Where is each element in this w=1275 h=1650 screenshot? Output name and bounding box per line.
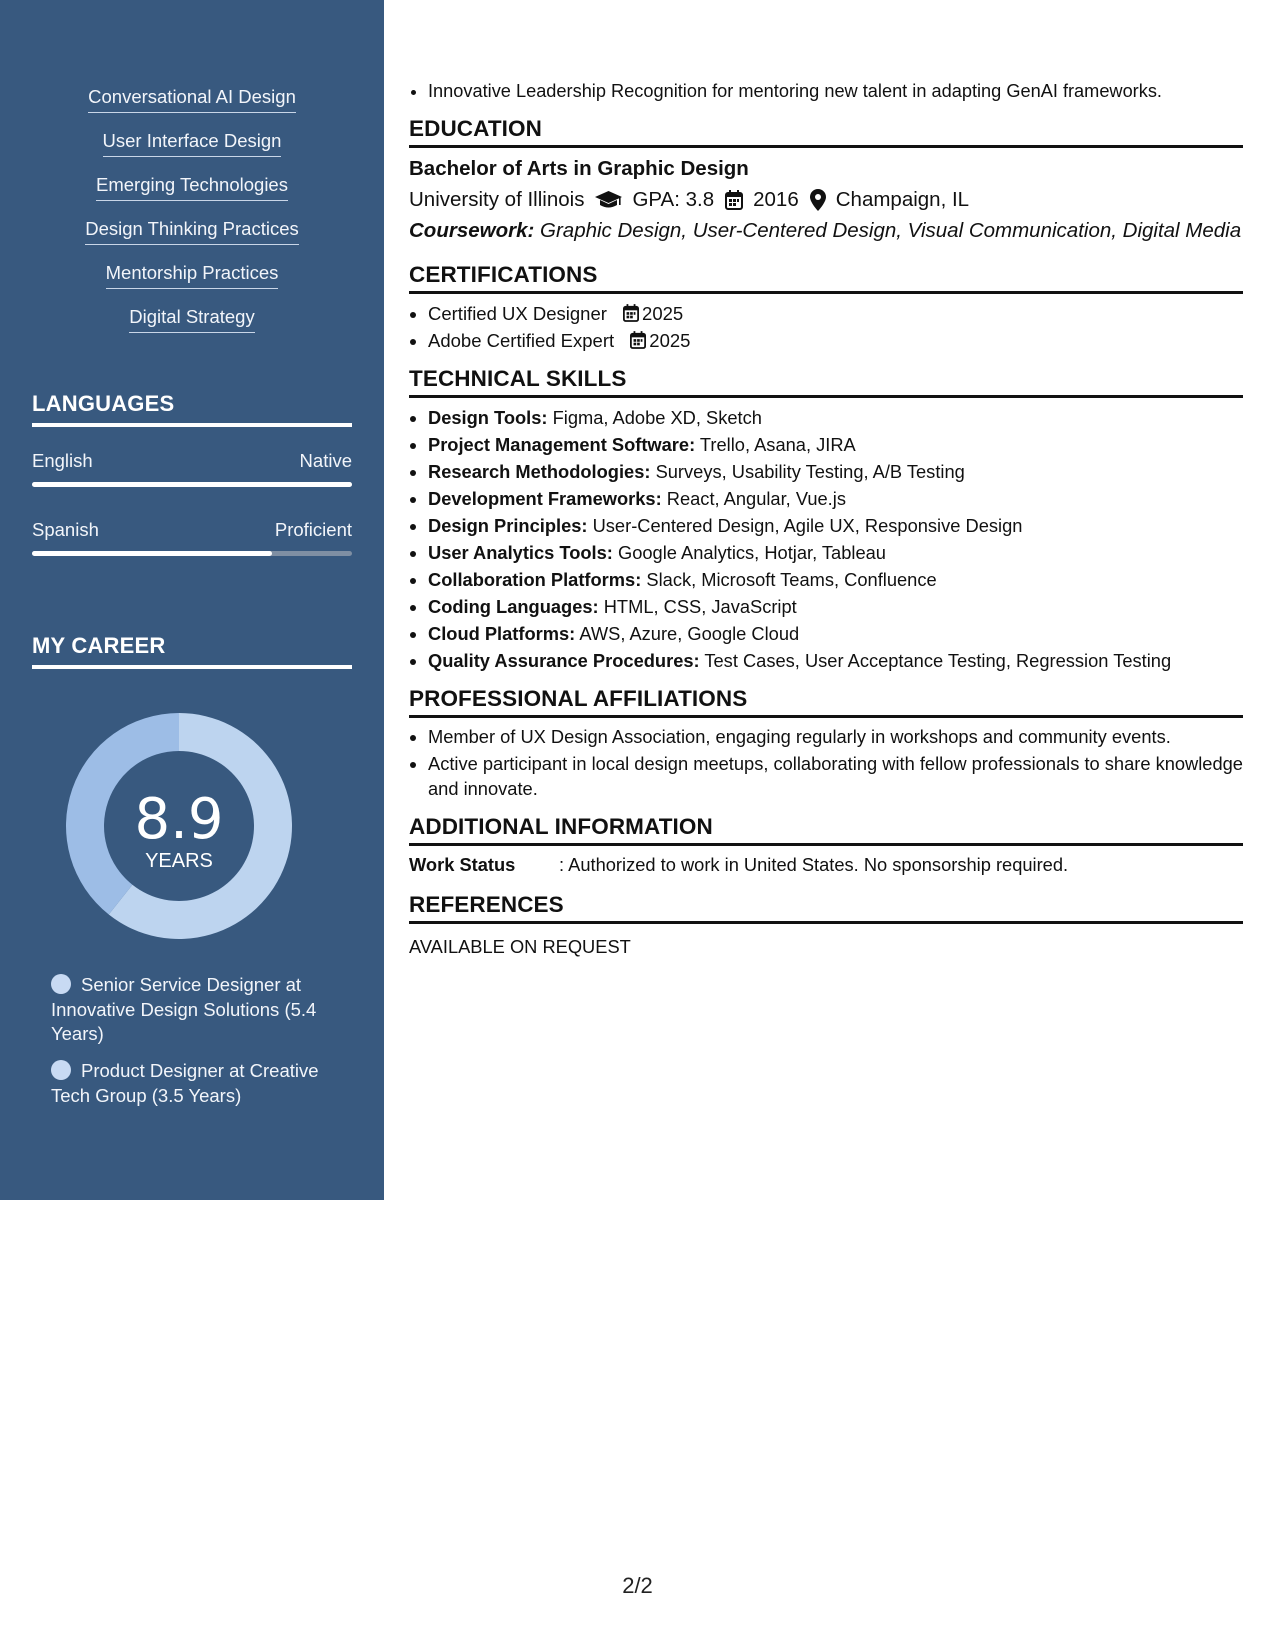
career-item <box>51 973 341 1047</box>
calendar-icon <box>630 331 646 349</box>
skill-item: Conversational AI Design <box>88 84 296 113</box>
certifications-heading: CERTIFICATIONS <box>409 262 1243 294</box>
calendar-icon <box>623 304 639 322</box>
technical-skill-value: User-Centered Design, Agile UX, Responsive Design <box>592 515 1023 536</box>
certification-name: Adobe Certified Expert <box>428 330 615 351</box>
language-row <box>32 450 352 472</box>
technical-skill-label: Quality Assurance Procedures: <box>428 650 700 671</box>
certification-item <box>428 327 1243 354</box>
language-bar-fill <box>32 482 352 487</box>
technical-skill-value: Google Analytics, Hotjar, Tableau <box>618 542 886 563</box>
education-school: University of Illinois <box>409 188 585 211</box>
references-heading: REFERENCES <box>409 892 1243 924</box>
career-item-text: Senior Service Designer at Innovative Design Solutions (5.4 Years) <box>51 974 317 1044</box>
technical-skill-item <box>428 539 1243 566</box>
page-number: 2/2 <box>622 1573 653 1598</box>
technical-skill-value: Figma, Adobe XD, Sketch <box>552 407 762 428</box>
affiliation-item: • Member of UX Design Association, engaging regularly in workshops and community events. <box>428 724 1243 750</box>
sidebar <box>0 0 384 1200</box>
language-row <box>32 519 352 541</box>
skill-item: Design Thinking Practices <box>85 216 299 245</box>
technical-skill-label: Development Frameworks: <box>428 488 662 509</box>
certification-name: Certified UX Designer <box>428 303 607 324</box>
affiliations-heading: PROFESSIONAL AFFILIATIONS <box>409 686 1243 718</box>
technical-skills-heading: TECHNICAL SKILLS <box>409 366 1243 398</box>
career-donut-chart <box>64 711 294 941</box>
education-meta <box>409 184 1243 215</box>
education-location: Champaign, IL <box>835 188 970 211</box>
technical-skill-item <box>428 593 1243 620</box>
main-content <box>409 78 1243 960</box>
skill-item: User Interface Design <box>103 128 282 157</box>
technical-skill-label: Design Principles: <box>428 515 588 536</box>
education-coursework <box>409 215 1243 246</box>
career-item <box>51 1059 341 1108</box>
technical-skill-item <box>428 485 1243 512</box>
technical-skill-label: Cloud Platforms: <box>428 623 576 644</box>
technical-skill-value: Test Cases, User Acceptance Testing, Regression Testing <box>704 650 1172 671</box>
map-pin-icon <box>810 189 826 211</box>
technical-skill-value: Trello, Asana, JIRA <box>699 434 856 455</box>
languages-heading: LANGUAGES <box>32 391 352 427</box>
references-text: AVAILABLE ON REQUEST <box>409 935 631 957</box>
technical-skills-list <box>409 404 1243 674</box>
skill-item: Mentorship Practices <box>106 260 279 289</box>
technical-skill-label: Collaboration Platforms: <box>428 569 642 590</box>
language-level: Native <box>299 450 352 471</box>
technical-skill-label: User Analytics Tools: <box>428 542 613 563</box>
technical-skill-item <box>428 404 1243 431</box>
coursework-label: Coursework: <box>409 219 535 242</box>
certification-item <box>428 300 1243 327</box>
technical-skill-item <box>428 566 1243 593</box>
career-dot-icon <box>51 974 71 994</box>
technical-skill-value: HTML, CSS, JavaScript <box>603 596 797 617</box>
career-dot-icon <box>51 1060 71 1080</box>
technical-skill-item <box>428 620 1243 647</box>
technical-skill-item <box>428 647 1243 674</box>
additional-info-heading: ADDITIONAL INFORMATION <box>409 814 1243 846</box>
affiliations-list <box>409 724 1243 802</box>
certifications-list <box>409 300 1243 354</box>
coursework-value: Graphic Design, User-Centered Design, Visual Communication, Digital Media <box>540 219 1242 242</box>
language-bar <box>32 551 352 556</box>
calendar-icon <box>725 190 743 210</box>
work-status-row <box>409 852 1243 878</box>
skill-item: Emerging Technologies <box>96 172 288 201</box>
career-heading: MY CAREER <box>32 633 352 669</box>
skills-list <box>0 84 384 348</box>
technical-skill-label: Coding Languages: <box>428 596 599 617</box>
education-heading: EDUCATION <box>409 116 1243 148</box>
technical-skill-item <box>428 458 1243 485</box>
technical-skill-label: Research Methodologies: <box>428 461 651 482</box>
education-gpa: GPA: 3.8 <box>632 188 715 211</box>
technical-skill-label: Project Management Software: <box>428 434 696 455</box>
education-degree: Bachelor of Arts in Graphic Design <box>409 157 749 180</box>
work-status-value: : Authorized to work in United States. No sponsorship required. <box>559 853 1069 875</box>
technical-skill-value: React, Angular, Vue.js <box>666 488 846 509</box>
language-level: Proficient <box>274 519 352 540</box>
certification-year: 2025 <box>642 303 684 324</box>
career-years-label: YEARS <box>145 850 213 872</box>
language-name: Spanish <box>32 519 99 540</box>
achievements-list <box>409 78 1243 105</box>
certification-year: 2025 <box>649 330 691 351</box>
skill-item: Digital Strategy <box>129 304 254 333</box>
technical-skill-item <box>428 512 1243 539</box>
achievement-item: • Innovative Leadership Recognition for mentoring new talent in adapting GenAI frameworks. <box>428 78 1243 105</box>
language-bar <box>32 482 352 487</box>
work-status-label: Work Status <box>409 853 516 875</box>
language-bar-fill <box>32 551 272 556</box>
technical-skill-item <box>428 431 1243 458</box>
technical-skill-value: AWS, Azure, Google Cloud <box>579 623 800 644</box>
technical-skill-value: Slack, Microsoft Teams, Confluence <box>646 569 937 590</box>
affiliation-item: • Active participant in local design meetups, collaborating with fellow professionals to share knowledge and innovate. <box>428 751 1243 802</box>
career-item-text: Product Designer at Creative Tech Group (3.5 Years) <box>51 1060 319 1106</box>
career-years-value: 8.9 <box>134 787 224 852</box>
technical-skill-value: Surveys, Usability Testing, A/B Testing <box>655 461 965 482</box>
graduation-cap-icon <box>595 190 622 210</box>
technical-skill-label: Design Tools: <box>428 407 548 428</box>
education-year: 2016 <box>753 188 799 211</box>
language-name: English <box>32 450 93 471</box>
